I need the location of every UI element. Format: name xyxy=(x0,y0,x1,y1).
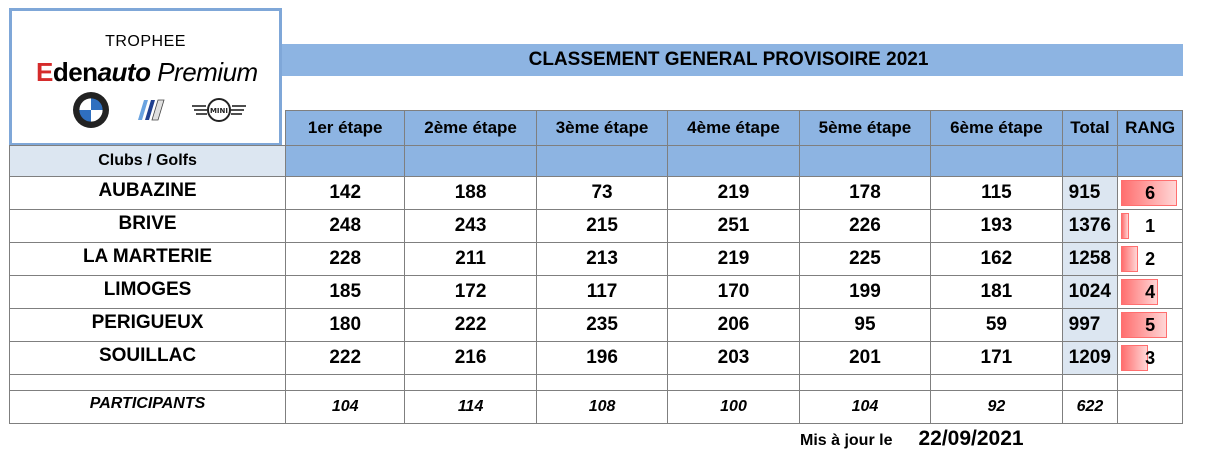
update-date: 22/09/2021 xyxy=(918,427,1024,450)
header-clubs: Clubs / Golfs xyxy=(10,146,286,177)
score-cell: 213 xyxy=(536,243,667,276)
score-cell: 235 xyxy=(536,309,667,342)
column-header-row xyxy=(10,111,1183,146)
table-row xyxy=(10,276,1183,309)
total-cell: 1024 xyxy=(1062,276,1118,309)
score-cell: 73 xyxy=(536,177,667,210)
score-cell: 219 xyxy=(668,243,799,276)
logo-trophee: TROPHEE xyxy=(105,33,186,50)
participants-row xyxy=(10,391,1183,424)
participants-rang-empty xyxy=(1118,391,1183,424)
score-cell: 215 xyxy=(536,210,667,243)
score-cell: 243 xyxy=(405,210,536,243)
participants-total: 622 xyxy=(1062,391,1118,424)
score-cell: 59 xyxy=(931,309,1062,342)
table-row xyxy=(10,243,1183,276)
score-cell: 222 xyxy=(405,309,536,342)
header-stage-6: 6ème étape xyxy=(931,111,1062,146)
score-cell: 172 xyxy=(405,276,536,309)
participants-cell: 100 xyxy=(668,391,799,424)
participants-cell: 108 xyxy=(536,391,667,424)
score-cell: 206 xyxy=(668,309,799,342)
header-stage-2: 2ème étape xyxy=(405,111,536,146)
spacer-row xyxy=(10,375,1183,391)
score-cell: 251 xyxy=(668,210,799,243)
score-cell: 203 xyxy=(668,342,799,375)
participants-cell: 92 xyxy=(931,391,1062,424)
header-stage-4: 4ème étape xyxy=(668,111,799,146)
svg-text:MINI: MINI xyxy=(209,107,229,115)
header-stage-5: 5ème étape xyxy=(799,111,930,146)
rank-cell: 6 xyxy=(1118,177,1183,210)
score-cell: 170 xyxy=(668,276,799,309)
header-stage-3: 3ème étape xyxy=(536,111,667,146)
subheader-row xyxy=(10,146,1183,177)
logo-brand: Edenauto Premium xyxy=(36,57,258,87)
participants-label: PARTICIPANTS xyxy=(10,391,286,424)
club-name: BRIVE xyxy=(10,210,286,243)
header-total: Total xyxy=(1062,111,1118,146)
rank-cell: 3 xyxy=(1118,342,1183,375)
total-cell: 915 xyxy=(1062,177,1118,210)
score-cell: 188 xyxy=(405,177,536,210)
score-cell: 196 xyxy=(536,342,667,375)
header-blank xyxy=(10,111,286,146)
header-rang: RANG xyxy=(1118,111,1183,146)
score-cell: 180 xyxy=(286,309,405,342)
table-row xyxy=(10,342,1183,375)
score-cell: 201 xyxy=(799,342,930,375)
score-cell: 142 xyxy=(286,177,405,210)
ranking-table xyxy=(9,110,1183,424)
rank-cell: 4 xyxy=(1118,276,1183,309)
score-cell: 226 xyxy=(799,210,930,243)
total-cell: 1209 xyxy=(1062,342,1118,375)
score-cell: 248 xyxy=(286,210,405,243)
score-cell: 211 xyxy=(405,243,536,276)
update-label: Mis à jour le xyxy=(800,432,893,449)
score-cell: 219 xyxy=(668,177,799,210)
participants-cell: 114 xyxy=(405,391,536,424)
rank-cell: 2 xyxy=(1118,243,1183,276)
participants-cell: 104 xyxy=(799,391,930,424)
total-cell: 1376 xyxy=(1062,210,1118,243)
update-footer xyxy=(800,427,1024,451)
score-cell: 185 xyxy=(286,276,405,309)
score-cell: 222 xyxy=(286,342,405,375)
club-name: LIMOGES xyxy=(10,276,286,309)
score-cell: 162 xyxy=(931,243,1062,276)
club-name: AUBAZINE xyxy=(10,177,286,210)
table-row xyxy=(10,309,1183,342)
rank-cell: 1 xyxy=(1118,210,1183,243)
score-cell: 117 xyxy=(536,276,667,309)
score-cell: 171 xyxy=(931,342,1062,375)
club-name: LA MARTERIE xyxy=(10,243,286,276)
score-cell: 115 xyxy=(931,177,1062,210)
header-stage-1: 1er étape xyxy=(286,111,405,146)
table-row xyxy=(10,210,1183,243)
score-cell: 228 xyxy=(286,243,405,276)
participants-cell: 104 xyxy=(286,391,405,424)
score-cell: 225 xyxy=(799,243,930,276)
total-cell: 997 xyxy=(1062,309,1118,342)
score-cell: 216 xyxy=(405,342,536,375)
total-cell: 1258 xyxy=(1062,243,1118,276)
score-cell: 181 xyxy=(931,276,1062,309)
table-row xyxy=(10,177,1183,210)
page-title: CLASSEMENT GENERAL PROVISOIRE 2021 xyxy=(282,44,1183,76)
score-cell: 178 xyxy=(799,177,930,210)
score-cell: 199 xyxy=(799,276,930,309)
score-cell: 193 xyxy=(931,210,1062,243)
club-name: PERIGUEUX xyxy=(10,309,286,342)
club-name: SOUILLAC xyxy=(10,342,286,375)
score-cell: 95 xyxy=(799,309,930,342)
rank-cell: 5 xyxy=(1118,309,1183,342)
